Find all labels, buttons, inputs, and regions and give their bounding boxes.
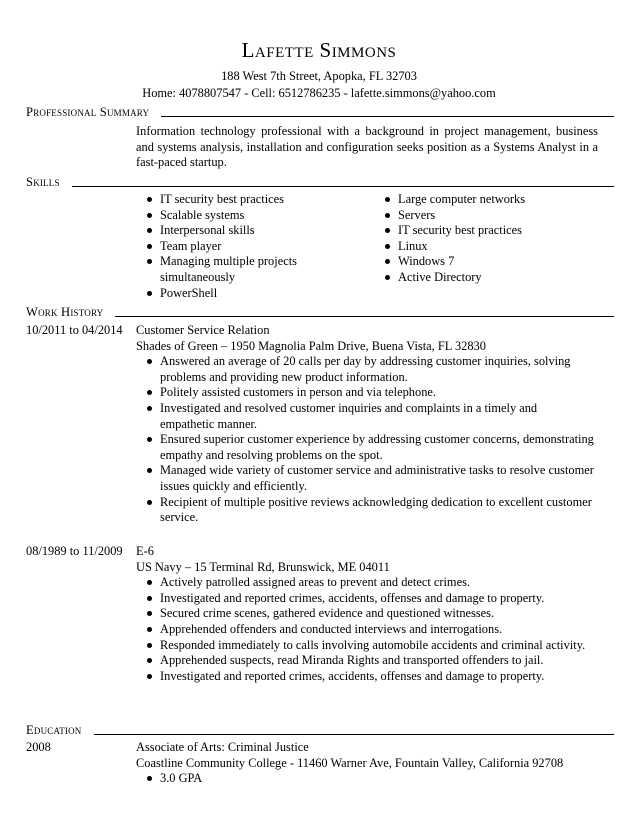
education-school: Coastline Community College - 11460 Warner Ave, Fountain Valley, California 92708	[136, 755, 564, 770]
skill-item: IT security best practices	[136, 192, 326, 208]
section-header-skills	[26, 174, 614, 190]
skill-item: Active Directory	[374, 270, 594, 286]
skills-list-right	[374, 192, 594, 286]
duty-item: Ensured superior customer experience by addressing customer concerns, demonstrating empathy and resolving problems on the spot.	[136, 432, 594, 463]
section-title-work: Work History	[26, 305, 104, 319]
education-degree: Associate of Arts: Criminal Justice	[136, 740, 309, 754]
skill-item: IT security best practices	[374, 223, 594, 239]
section-divider	[161, 116, 614, 117]
skill-item: PowerShell	[136, 286, 326, 302]
job-position: E-6	[136, 544, 154, 558]
job-duties	[136, 575, 594, 684]
section-title-education: Education	[26, 723, 82, 737]
skill-item: Servers	[374, 208, 594, 224]
job-employer: Shades of Green – 1950 Magnolia Palm Drive, Buena Vista, FL 32830	[136, 338, 486, 353]
duty-item: Recipient of multiple positive reviews acknowledging dedication to excellent customer service.	[136, 495, 594, 526]
duty-item: Actively patrolled assigned areas to prevent and detect crimes.	[136, 575, 594, 591]
duty-item: Investigated and reported crimes, accidents, offenses and damage to property.	[136, 591, 594, 607]
skill-item: Windows 7	[374, 254, 594, 270]
skill-item: Interpersonal skills	[136, 223, 326, 239]
skill-item: Team player	[136, 239, 326, 255]
job-duties	[136, 354, 594, 526]
duty-item: Secured crime scenes, gathered evidence and questioned witnesses.	[136, 606, 594, 622]
candidate-name: Lafette Simmons	[241, 38, 397, 62]
education-entry	[136, 740, 594, 787]
skill-item: Large computer networks	[374, 192, 594, 208]
contact-line: Home: 4078807547 - Cell: 6512786235 - lafette.simmons@yahoo.com	[142, 86, 496, 100]
education-detail-item: 3.0 GPA	[136, 771, 594, 787]
address-line: 188 West 7th Street, Apopka, FL 32703	[221, 69, 417, 83]
section-header-work	[26, 304, 614, 320]
education-year: 2008	[26, 740, 51, 754]
section-header-education	[26, 722, 614, 738]
skill-item: Managing multiple projects simultaneously	[136, 254, 300, 285]
section-title-skills: Skills	[26, 175, 60, 189]
skills-list-left	[136, 192, 326, 301]
education-details	[136, 771, 594, 787]
job-dates: 10/2011 to 04/2014	[26, 323, 123, 337]
skill-item: Scalable systems	[136, 208, 326, 224]
duty-item: Politely assisted customers in person and via telephone.	[136, 385, 594, 401]
summary-text: Information technology professional with a background in project management, business and systems analysis, installation and configuration seeks position as a Systems Analyst in a fast-paced startup.	[136, 124, 598, 170]
section-header-summary	[26, 104, 614, 120]
job-employer: US Navy – 15 Terminal Rd, Brunswick, ME 04011	[136, 559, 390, 574]
duty-item: Apprehended offenders and conducted interviews and interrogations.	[136, 622, 594, 638]
duty-item: Investigated and resolved customer inquiries and complaints in a timely and empathetic manner.	[136, 401, 594, 432]
duty-item: Responded immediately to calls involving automobile accidents and criminal activity.	[136, 638, 594, 654]
job-entry	[136, 544, 594, 684]
job-position: Customer Service Relation	[136, 323, 270, 337]
duty-item: Investigated and reported crimes, accidents, offenses and damage to property.	[136, 669, 594, 685]
duty-item: Apprehended suspects, read Miranda Rights and transported offenders to jail.	[136, 653, 594, 669]
duty-item: Answered an average of 20 calls per day by addressing customer inquiries, solving problems and providing new product information.	[136, 354, 594, 385]
skill-item: Linux	[374, 239, 594, 255]
section-divider	[72, 186, 614, 187]
section-title-summary: Professional Summary	[26, 105, 150, 119]
job-dates: 08/1989 to 11/2009	[26, 544, 123, 558]
job-entry	[136, 323, 594, 526]
section-divider	[115, 316, 614, 317]
duty-item: Managed wide variety of customer service and administrative tasks to resolve customer issues quickly and efficiently.	[136, 463, 594, 494]
section-divider	[94, 734, 615, 735]
